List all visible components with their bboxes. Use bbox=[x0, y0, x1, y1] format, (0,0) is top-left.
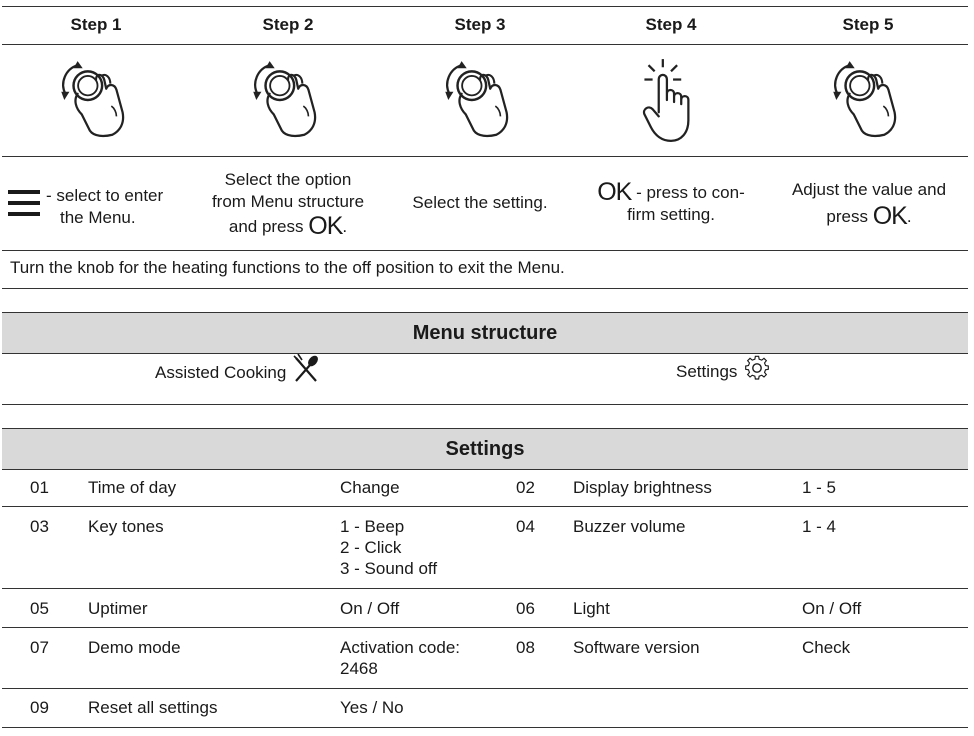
setting-name: Software version bbox=[573, 638, 700, 657]
step-5-icon bbox=[772, 48, 964, 154]
step-3-description bbox=[384, 158, 576, 248]
exit-note: Turn the knob for the heating functions to the off position to exit the Menu. bbox=[10, 258, 565, 277]
setting-value-line: Activation code: bbox=[340, 638, 461, 657]
step-1-description bbox=[8, 158, 198, 248]
table-border bbox=[2, 288, 968, 289]
step-1-line: the Menu. bbox=[60, 208, 136, 227]
setting-name: Display brightness bbox=[573, 478, 712, 497]
setting-value bbox=[802, 477, 836, 498]
setting-value bbox=[340, 637, 460, 679]
setting-number: 02 bbox=[516, 478, 535, 497]
step-4-title: Step 4 bbox=[645, 15, 697, 34]
ok-symbol: OK bbox=[597, 177, 632, 206]
step-3-text: Select the setting. bbox=[412, 193, 548, 212]
setting-number: 08 bbox=[516, 638, 535, 657]
setting-number: 01 bbox=[30, 478, 49, 497]
ok-symbol: OK bbox=[872, 201, 907, 230]
menu-icon bbox=[8, 188, 42, 218]
setting-value-line: On / Off bbox=[802, 599, 862, 618]
table-border bbox=[2, 506, 968, 507]
step-5-end: . bbox=[906, 206, 912, 226]
setting-name: Buzzer volume bbox=[573, 517, 686, 536]
table-border bbox=[2, 688, 968, 689]
step-4-line: - press to con- bbox=[636, 182, 745, 202]
setting-value-line: 1 - 4 bbox=[802, 517, 837, 536]
menu-structure-title: Menu structure bbox=[412, 321, 558, 344]
step-1-line: - select to enter bbox=[46, 186, 164, 205]
setting-number: 04 bbox=[516, 517, 535, 536]
setting-number: 06 bbox=[516, 599, 535, 618]
step-2-line: Select the option bbox=[224, 169, 352, 189]
step-3-icon bbox=[384, 48, 576, 154]
rotate-knob-icon bbox=[247, 55, 329, 147]
ok-symbol: OK bbox=[308, 211, 343, 240]
table-border bbox=[2, 44, 968, 45]
setting-value-line: 2468 bbox=[340, 659, 378, 678]
setting-value bbox=[802, 637, 850, 658]
setting-value-line: 2 - Click bbox=[340, 538, 402, 557]
step-4-description bbox=[575, 158, 767, 248]
setting-name: Key tones bbox=[88, 517, 164, 536]
table-border bbox=[2, 156, 968, 157]
setting-number: 09 bbox=[30, 698, 49, 717]
setting-value-line: Change bbox=[340, 478, 400, 497]
setting-number: 05 bbox=[30, 599, 49, 618]
table-border bbox=[2, 727, 968, 728]
step-1-icon bbox=[0, 48, 192, 154]
setting-name: Reset all settings bbox=[88, 698, 218, 717]
step-2-line: from Menu structure bbox=[211, 191, 365, 211]
setting-value-line: 1 - Beep bbox=[340, 517, 405, 536]
gear-icon bbox=[743, 354, 771, 382]
setting-value bbox=[340, 516, 437, 579]
table-border bbox=[2, 250, 968, 251]
setting-value-line: On / Off bbox=[340, 599, 400, 618]
step-1-title: Step 1 bbox=[70, 15, 122, 34]
step-2-icon bbox=[192, 48, 384, 154]
setting-name: Time of day bbox=[88, 478, 177, 497]
step-3-title: Step 3 bbox=[454, 15, 506, 34]
setting-value bbox=[802, 598, 861, 619]
setting-name: Uptimer bbox=[88, 599, 148, 618]
step-4-icon bbox=[575, 48, 767, 154]
setting-name: Light bbox=[573, 599, 610, 618]
step-2-description bbox=[192, 158, 384, 248]
step-5-title: Step 5 bbox=[842, 15, 894, 34]
menu-item-label: Settings bbox=[676, 362, 738, 381]
step-2-title: Step 2 bbox=[262, 15, 314, 34]
step-4-line: firm setting. bbox=[627, 204, 715, 224]
setting-value-line: Yes / No bbox=[340, 698, 404, 717]
menu-item-settings bbox=[676, 362, 771, 382]
setting-value-line: Check bbox=[802, 638, 851, 657]
setting-value-line: 3 - Sound off bbox=[340, 559, 438, 578]
settings-header bbox=[2, 428, 968, 470]
step-5-description bbox=[772, 158, 966, 248]
setting-value bbox=[802, 516, 836, 537]
setting-number: 03 bbox=[30, 517, 49, 536]
menu-item-label: Assisted Cooking bbox=[155, 363, 287, 382]
step-2-line: and press bbox=[228, 216, 304, 236]
setting-value-line: 1 - 5 bbox=[802, 478, 837, 497]
setting-value bbox=[340, 697, 404, 718]
setting-number: 07 bbox=[30, 638, 49, 657]
rotate-knob-icon bbox=[827, 55, 909, 147]
table-border bbox=[2, 404, 968, 405]
setting-name: Demo mode bbox=[88, 638, 181, 657]
step-5-line: Adjust the value and bbox=[791, 179, 947, 199]
step-5-line: press bbox=[826, 206, 868, 226]
menu-structure-header bbox=[2, 312, 968, 354]
step-2-end: . bbox=[342, 216, 348, 236]
settings-title: Settings bbox=[445, 437, 525, 460]
fork-spoon-icon bbox=[292, 354, 322, 384]
press-finger-icon bbox=[630, 55, 712, 147]
table-border bbox=[2, 627, 968, 628]
table-border bbox=[2, 588, 968, 589]
rotate-knob-icon bbox=[55, 55, 137, 147]
menu-item-assisted-cooking bbox=[155, 362, 322, 384]
setting-value bbox=[340, 598, 399, 619]
rotate-knob-icon bbox=[439, 55, 521, 147]
setting-value bbox=[340, 477, 400, 498]
